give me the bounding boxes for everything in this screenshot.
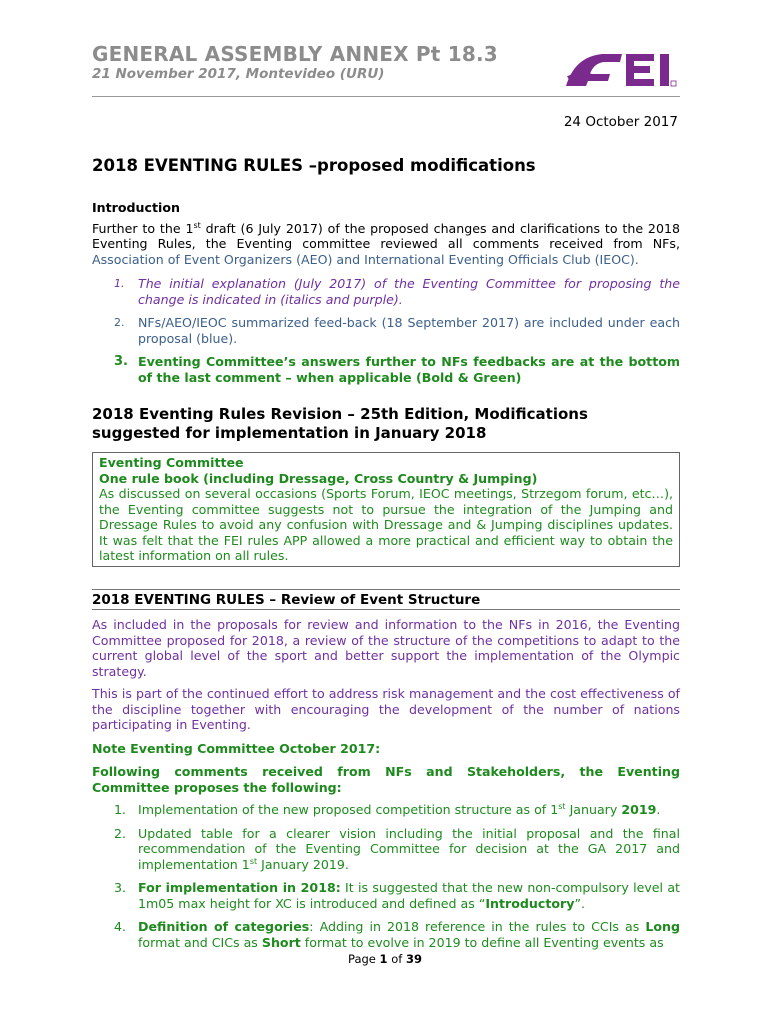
box-text: As discussed on several occasions (Sports Forum, IEOC meetings, Strzegom forum, etc…), the Eventing committee suggests not to pursue the integration of the Jumping and Dressage Rules to avoid any confusion with Dressage and & Jumping disciplines updates. It was felt that the FEI rules APP allowed a more practical and efficient way to obtain the latest information on all rules. [99,486,673,563]
list-item: 2. NFs/AEO/IEOC summarized feed-back (18 September 2017) are included under each proposal (blue). [114,315,680,346]
main-title: 2018 EVENTING RULES –proposed modifications [92,156,536,175]
list-item: 1. Implementation of the new proposed competition structure as of 1st January 2019. [114,801,661,817]
note-intro: Following comments received from NFs and Stakeholders, the Eventing Committee proposes the following: [92,764,680,795]
committee-note-box [92,452,680,567]
structure-heading: 2018 EVENTING RULES – Review of Event Structure [92,593,680,611]
box-subheading: One rule book (including Dressage, Cross Country & Jumping) [99,470,538,486]
list-item: 3. Eventing Committee’s answers further to NFs feedbacks are at the bottom of the last comment – when applicable (Bold & Green) [114,354,680,385]
page-header [92,40,680,97]
list-item: 2. Updated table for a clearer vision including the initial proposal and the final recommendation of the Eventing Committee for decision at the GA 2017 and implementation 1st January 2019. [114,825,680,872]
note-heading: Note Eventing Committee October 2017: [92,740,381,756]
intro-heading: Introduction [92,200,180,215]
intro-legend-list [92,276,680,385]
header-title: GENERAL ASSEMBLY ANNEX Pt 18.3 [92,42,498,66]
structure-paragraph-2: This is part of the continued effort to address risk management and the cost effectiveness of the discipline together with encouraging the development of the number of nations participating in Eventing. [92,686,680,732]
fei-logo-icon [562,48,680,90]
list-item: 1. The initial explanation (July 2017) of the Eventing Committee for proposing the change is indicated in (italics and purple). [114,276,680,307]
header-subtitle: 21 November 2017, Montevideo (URU) [92,66,385,82]
document-date: 24 October 2017 [563,114,678,130]
revision-heading: 2018 Eventing Rules Revision – 25th Edition, Modifications suggested for implementation in January 2018 [92,405,588,442]
list-item: 3. For implementation in 2018: It is suggested that the new non-compulsory level at 1m05 max height for XC is introduced and defined as “Introductory”. [114,880,680,911]
note-list [92,802,680,950]
list-item: 4. Definition of categories: Adding in 2018 reference in the rules to CCIs as Long format and CICs as Short format to evolve in 2019 to define all Eventing events as [114,919,680,950]
structure-section [92,589,680,611]
box-heading: Eventing Committee [99,455,244,470]
structure-paragraph-1: As included in the proposals for review and information to the NFs in 2016, the Eventing Committee proposed for 2018, a review of the structure of the competitions to adapt to the current global level of the sport and better support the implementation of the Olympic strategy. [92,617,680,679]
intro-paragraph: Further to the 1st draft (6 July 2017) of the proposed changes and clarifications to the 2018 Eventing Rules, the Eventing committee reviewed all comments received from NFs, Association of Event Organizers (AEO) and International Eventing Officials Club (IEOC). [92,220,680,267]
page-footer: Page 1 of 39 [348,952,422,966]
document-body [92,200,680,950]
